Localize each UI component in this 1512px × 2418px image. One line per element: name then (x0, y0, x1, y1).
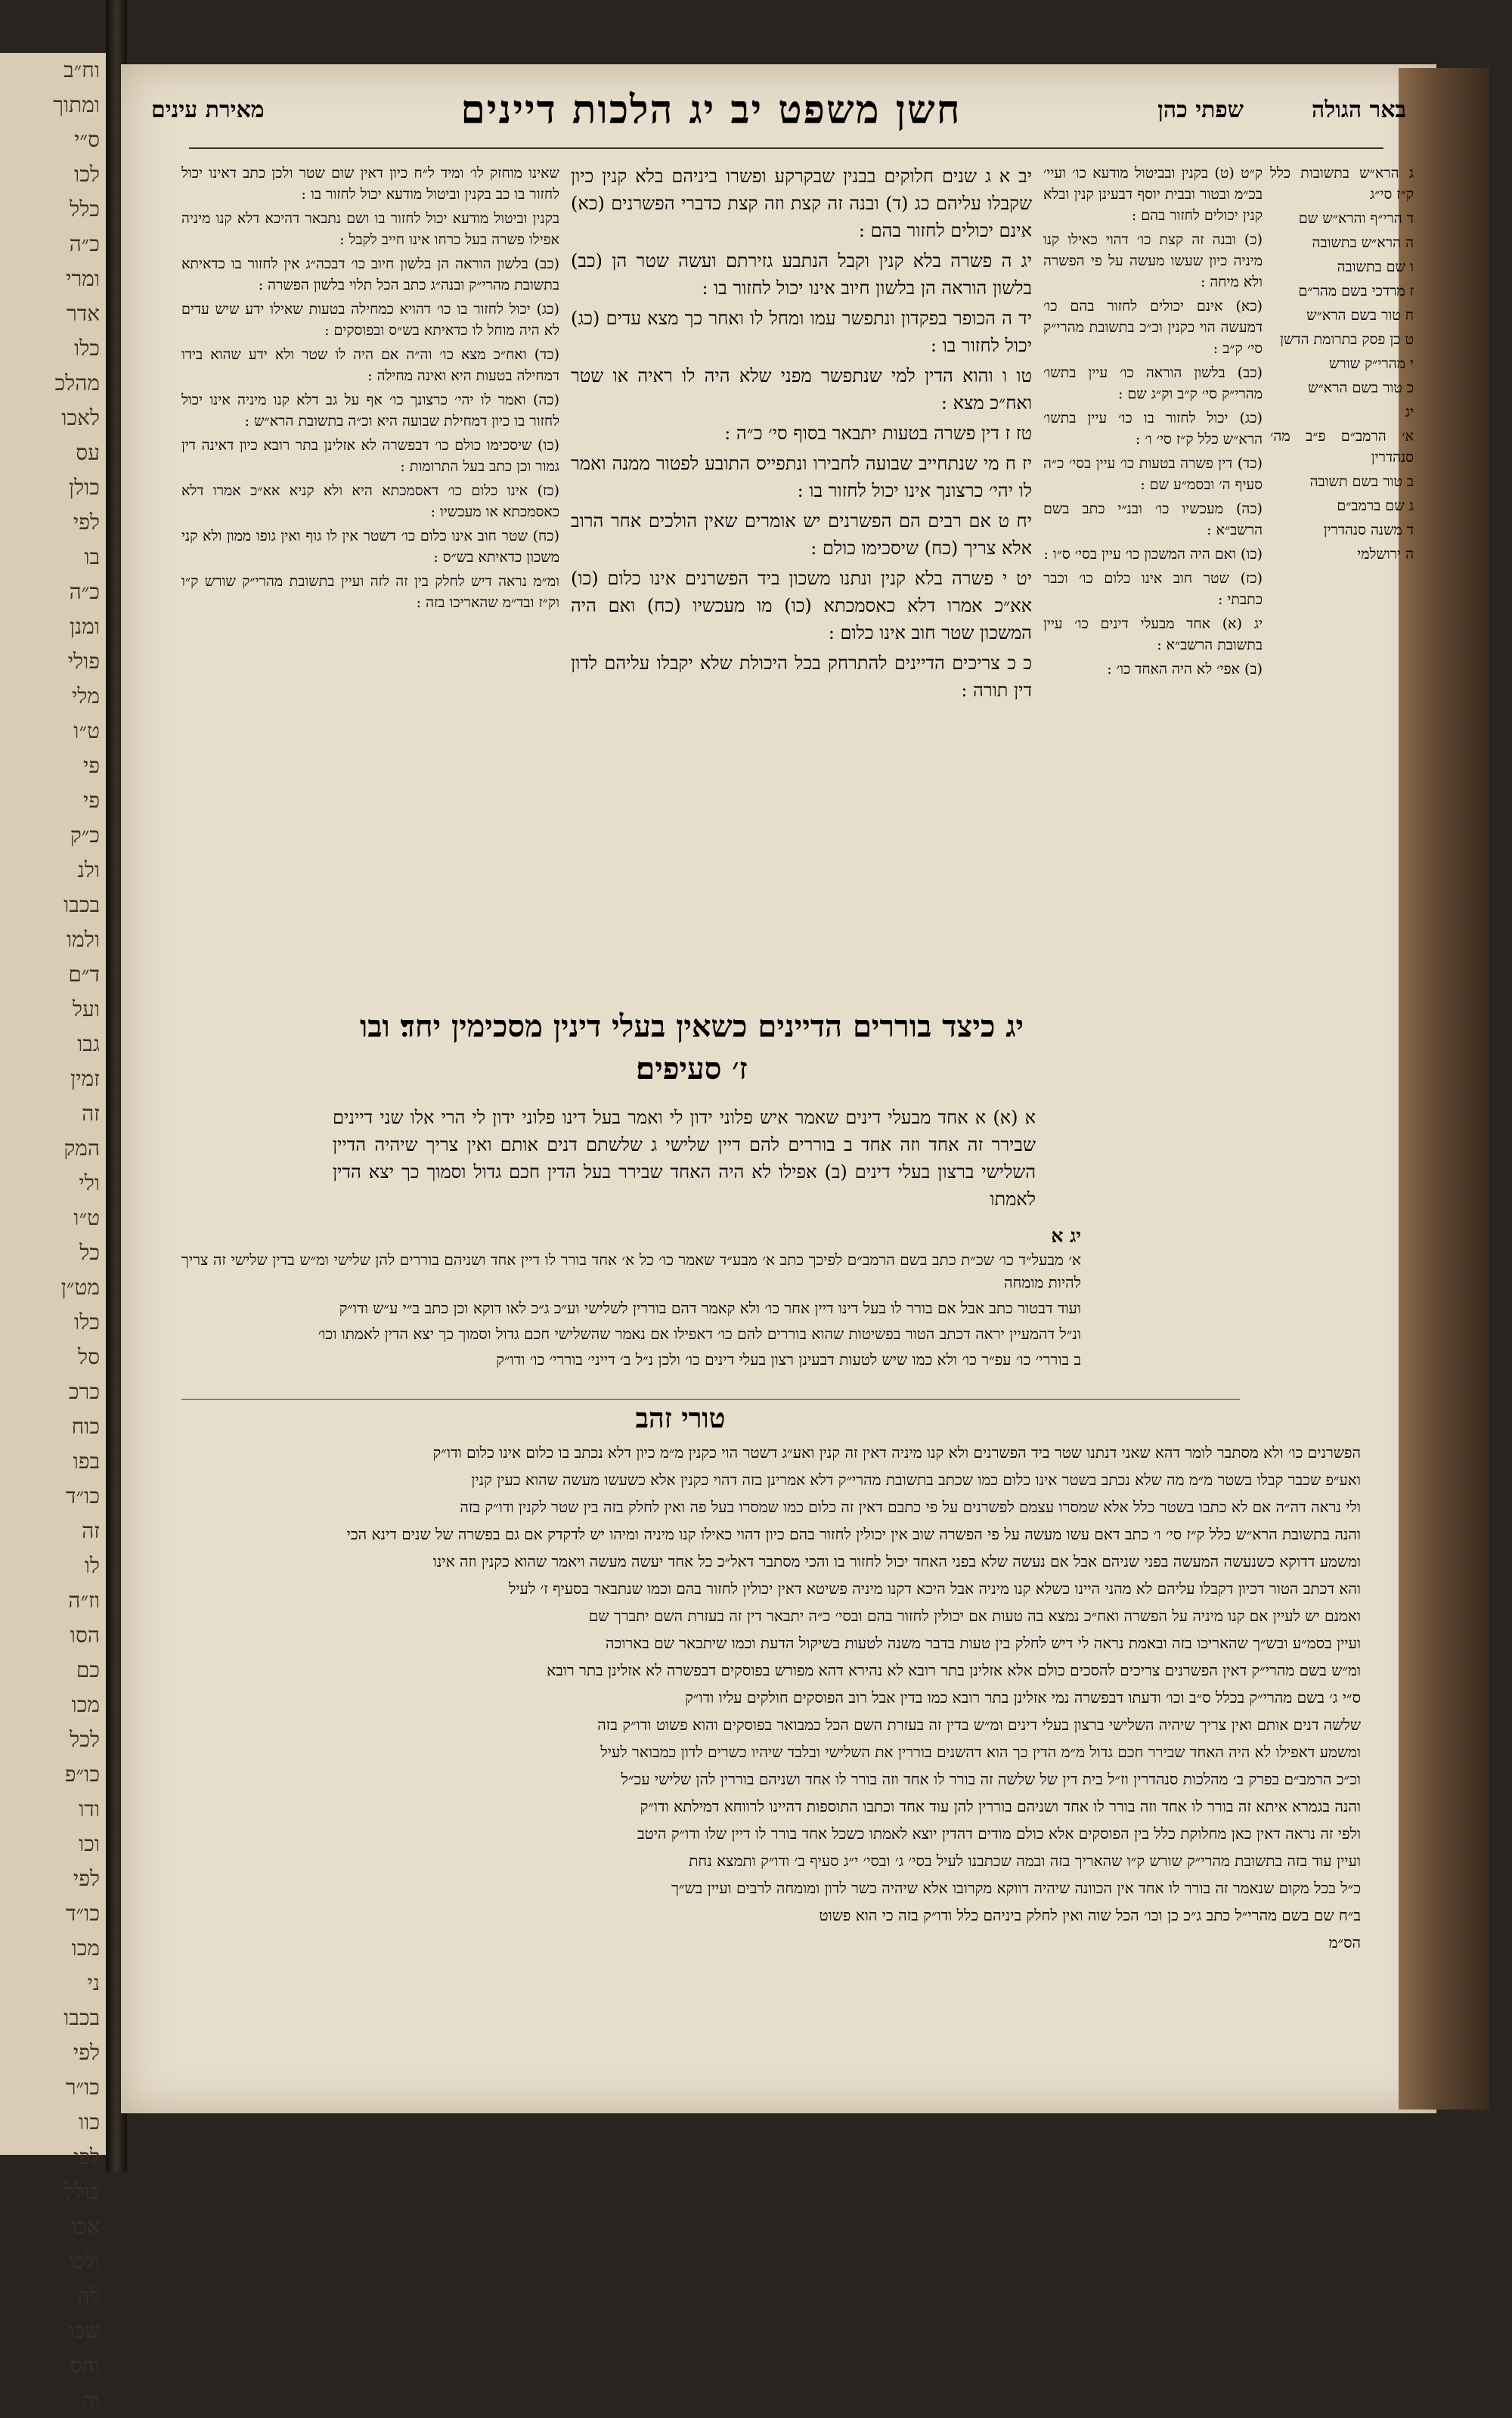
main-seif-4: טז ז דין פשרה בטעות יתבאר בסוף סי׳ כ״ה : (724, 423, 1032, 444)
commentary-left-paragraph-8: (כח) שטר חוב אינו כלום כו׳ דשטר אין לו גוף ואין גופו ממון ולא קני משכון כדאיתא בש״ס : (181, 528, 559, 566)
commentary-left-paragraph-5: (כה) ואמר לו יהי׳ כרצונך כו׳ אף על גב דלא קנו מיניה אינו יכול לחזור בו כיון דמחילת שבועה היא וכ״ה בתשובת הרא״ש : (181, 392, 559, 429)
turei-zahav-line-1: ואע״פ שכבר קבלו בשטר מ״מ מה שלא נכתב בשטר אינו כלום כמו שכתב בתשובת מהרי״ק דלא אמרינן בזה דהוי כקנין אלא כשעשו מעשה שהוא כעין קנין (471, 1471, 1361, 1489)
facing-page-fragment: זמין (70, 1066, 100, 1091)
commentary-right-paragraph-3: (כב) בלשון הוראה כו׳ עיין בתשו׳ מהרי״ק סי׳ ק״ב וק״ג שם : (1043, 364, 1263, 402)
margin-notes-column (1270, 163, 1414, 568)
facing-page-fragment: לכו (74, 162, 100, 187)
lower-commentary-line-2: ונ״ל דהמעיין יראה דכתב הטור בפשיטות שהוא בוררים להם כו׳ דאפילו אם נאמר שהשלישי חכם גדול וסמוך כך יצא הדין לאמתו וכו׳ (318, 1325, 1081, 1343)
turei-zahav-line-16: כ״ל בכל מקום שנאמר זה בורר לו אחד אין הכוונה שיהיה דווקא מקרובו אלא שיהיה כשר לדון ומומחה לרבים ועיין בש״ך (671, 1879, 1361, 1897)
margin-note-5: ח טור בשם הרא״ש (1306, 307, 1414, 324)
margin-note-11: ב טור בשם תשובה (1309, 473, 1414, 490)
facing-page-fragment: אדר (66, 301, 100, 326)
margin-note-8: כ טור בשם הרא״ש (1308, 380, 1414, 396)
facing-page-fragment: מכו (71, 1692, 100, 1717)
main-text-column (571, 163, 1032, 707)
facing-page-fragment: כו״פ (64, 1762, 100, 1787)
header-left-label: מאירת עינים (151, 96, 265, 123)
facing-page-fragment: כו״ר (65, 2075, 100, 2100)
lower-commentary-label: יג א (1051, 1225, 1081, 1247)
turei-zahav-line-0: הפשרנים כו׳ ולא מסתבר לומר דהא שאני דנתנו שטר ביד הפשרנים ולא קנו מיניה דאין זה קנין ואע״ג דשטר הוי כקנין מ״מ כיון דלא נכתב בו כלום אינו כלום ודו״ק (432, 1443, 1361, 1462)
facing-page-fragment: בכבו (64, 2005, 100, 2030)
page-header (151, 79, 1406, 140)
facing-page-fragment: מהלכ (54, 370, 100, 395)
facing-page-fragment: המק (64, 1136, 100, 1161)
facing-page-fragment: ס״י (74, 127, 100, 152)
commentary-left-column (181, 163, 559, 616)
commentary-right-paragraph-9: יג (א) אחד מבעלי דינים כו׳ עיין בתשובת הרשב״א : (1043, 615, 1263, 653)
margin-note-13: ד משנה סנהדרין (1323, 522, 1414, 538)
facing-page-fragment: בכבו (64, 892, 100, 917)
commentary-right-paragraph-1: (כ) ובנה זה קצת כו׳ דהוי כאילו קנו מיניה כיון שעשו מעשה על פי הפשרה ולא מיחה : (1043, 231, 1263, 290)
commentary-right-paragraph-2: (כא) אינם יכולים לחזור בהם כו׳ דמעשה הוי כקנין וכ״כ בתשובת מהרי״ק סי׳ ק״ב : (1043, 298, 1263, 357)
siman-heading: יג כיצד בוררים הדיינים כשאין בעלי דינין מסכימין יחד׃ ובו ז׳ סעיפים׃ (359, 1009, 1024, 1087)
facing-page-fragment: כוו (78, 2110, 100, 2134)
commentary-right-column (1043, 163, 1263, 683)
facing-page-fragment: כרכ (68, 1379, 100, 1404)
facing-page-fragment: לאכו (61, 405, 100, 430)
lower-commentary (181, 1225, 1081, 1374)
header-rule (189, 147, 1383, 149)
turei-zahav-line-12: וכ״כ הרמב״ם בפרק ב׳ מהלכות סנהדרין וז״ל בית דין של שלשה זה בורר לו אחד וזה בורר לו אחד ושניהם בוררין להן שלישי עכ״ל (621, 1770, 1361, 1788)
facing-page-fragment: וכו (78, 1831, 100, 1856)
facing-page-fragment: לפי (73, 2144, 100, 2169)
facing-page-fragment: כלו (74, 336, 100, 361)
commentary-right-paragraph-6: (כה) מעכשיו כו׳ ובנ״י כתב בשם הרשב״א : (1043, 501, 1263, 538)
main-seif-7: יט י פשרה בלא קנין ונתנו משכון ביד הפשרנים אינו כלום (כו) אא״כ אמרו דלא כאסמכתא (כו) מו מעכשיו (כח) ואם היה המשכון שטר חוב אינו כלום : (571, 568, 1032, 643)
facing-page-fragment: פי (82, 753, 100, 778)
commentary-right-paragraph-7: (כו) ואם היה המשכון כו׳ עיין בסי׳ ס״ו : (1043, 546, 1263, 563)
facing-page-fragment: ד״ם (68, 962, 100, 987)
facing-page-fragment: לכל (70, 1727, 100, 1752)
facing-page-fragment: כוח (71, 1414, 100, 1439)
main-seif-2: יד ה הכופר בפקדון ונתפשר עמו ומחל לו ואחר כך מצא עדים (כג) יכול לחזור בו : (571, 308, 1032, 356)
facing-page-fragment: ט״ו (73, 718, 100, 743)
commentary-left-paragraph-4: (כד) ואח״כ מצא כו׳ וה״ה אם היה לו שטר ולא ידע שהוא בידו דמחילה בטעות היא ואינה מחילה : (181, 346, 559, 384)
turei-zahav-line-18: הס״מ (1328, 1933, 1361, 1951)
turei-zahav-line-17: ב״ח שם בשם מהרי״ל כתב ג״כ כן וכו׳ הכל שוה ואין לחלק ביניהם כלל ודו״ק בזה כי הוא פשוט (819, 1906, 1361, 1924)
header-right-label: באר הגולה (1311, 96, 1406, 123)
facing-page-fragment: כולן (68, 475, 100, 500)
facing-page-fragment: כו״ד (66, 1483, 100, 1508)
facing-page-fragment: כ״ה (69, 579, 100, 604)
commentary-left-paragraph-3: (כג) יכול לחזור בו כו׳ דהויא כמחילה בטעות שאילו ידע שיש עדים לא היה מוחל לו כדאיתא בש״ס ובפוסקים : (181, 301, 559, 339)
margin-note-0: ג הרא״ש בתשובות כלל ק״ז סי״ג (1270, 165, 1414, 203)
lower-commentary-line-0: א׳ מבעל״ד כו׳ שכ״ת כתב בשם הרמב״ם לפיכך כתב א׳ מבע״ד שאמר כו׳ כל א׳ אחד בורר לו דיין אחד ושניהם בוררים להן שלישי ומ״ש בדין שלישי זה צריך להיות מומחה (181, 1251, 1081, 1291)
turei-zahav-line-2: ולי נראה דה״ה אם לא כתבו בשטר כלל אלא שמסרו עצמם לפשרנים על פי כתבם דאין זה כלום כמו שמסרו בעל פה ואין לחלק בזה בין שטר לקנין ודו״ק בזה (460, 1498, 1361, 1516)
main-seif-5: יז ח מי שנתחייב שבועה לחבירו ונתפייס התובע לפטור ממנה ואמר לו יהי׳ כרצונך אינו יכול לחזור בו : (571, 453, 1032, 501)
turei-zahav-line-7: ועיין בסמ״ע ובש״ך שהאריכו בזה ובאמת נראה לי דיש לחלק בין טעות בדבר משנה לטעות בשיקול הדעת וכמו שיתבאר שם בארוכה (606, 1634, 1361, 1652)
main-seif-6: יח ט אם רבים הם הפשרנים יש אומרים שאין הולכים אחר הרוב אלא צריך (כח) שיסכימו כולם : (571, 510, 1032, 559)
facing-page-fragment: כלו (74, 1310, 100, 1335)
turei-zahav-title: טורי זהב (635, 1403, 726, 1434)
facing-page-fragment: סל (77, 1344, 100, 1369)
seif-a-text: א (א) א אחד מבעלי דינים שאמר איש פלוני ידון לי ואמר בעל דינו פלוני ידון לי הרי אלו שני דיינים שבירר זה אחד וזה אחד ב בוררים להם דיין שלישי ג שלשתם דנים אותם ואין צריך שיהיה הדיין השלישי ברצון בעלי דינים (ב) אפילו לא היה האחד שבירר בעל הדין חכם גדול וסמוך כך יצא הדין לאמתו (333, 1107, 1036, 1210)
margin-note-1: ד הרי״ף והרא״ש שם (1298, 210, 1414, 227)
facing-page-fragment: ולי (79, 1170, 100, 1195)
margin-note-3: ו שם בתשובה (1337, 259, 1414, 275)
turei-zahav-line-13: והנה בגמרא איתא זה בורר לו אחד וזה בורר לו אחד ושניהם בוררין להן עוד אחד וכתבו התוספות דהיינו לרווחא דמילתא ודו״ק (640, 1797, 1361, 1815)
commentary-right-paragraph-10: (ב) אפי׳ לא היה האחד כו׳ : (1107, 661, 1263, 677)
facing-page-fragment: ולמו (66, 927, 100, 952)
lower-commentary-line-3: ב בוררי׳ כו׳ עפ״ר כו׳ ולא כמו שיש לטעות דבעינן רצון בעלי דינים כו׳ ולכן נ״ל ב׳ דייני׳ בוררי׳ כו׳ ודו״ק (496, 1350, 1081, 1369)
margin-note-12: ג שם ברמב״ם (1337, 498, 1414, 514)
turei-zahav-line-11: ומשמע דאפילו לא היה האחד שבירר חכם גדול מ״מ הדין כך הוא דהשנים בוררין את השלישי ובלבד שיהיו כשרים לדון כמבואר לעיל (600, 1743, 1361, 1761)
facing-page-fragment: וז״ה (68, 1588, 100, 1613)
facing-page-fragment: ט״ו (73, 1205, 100, 1230)
facing-page-fragment: ודו (79, 1796, 100, 1821)
facing-page-fragment: עס (76, 440, 100, 465)
facing-page-fragment: גבו (77, 1031, 100, 1056)
commentary-right-paragraph-8: (כז) שטר חוב אינו כלום כו׳ וכבר כתבתי : (1043, 570, 1263, 608)
main-seif-3: טו ו והוא הדין למי שנתפשר מפני שלא היה לו ראיה או שטר ואח״כ מצא : (571, 365, 1032, 414)
turei-zahav-line-3: והנה בתשובת הרא״ש כלל ק״ז סי׳ ו׳ כתב דאם עשו מעשה על פי הפשרה שוב אין יכולין לחזור בהם כיון דהוי כאילו קנו מיניה ומיהו יש לדקדק אם גם בפשרה של שנים דינא הכי (346, 1525, 1361, 1543)
facing-page-fragment: לה (77, 2283, 100, 2308)
main-seif-0: יב א ג שנים חלוקים בבנין שבקרקע ופשרו ביניהם בלא קנין כיון שקבלו עליהם כג (ד) ובנה זה קצת וזה קצת כדברי הפשרנים (כא) אינם יכולים לחזור בהם : (571, 166, 1032, 241)
turei-zahav-rule (181, 1399, 1240, 1400)
turei-zahav-line-8: ומ״ש בשם מהרי״ק דאין הפשרנים צריכים להסכים כולם אלא אזלינן בתר רובא לא נהירא דהא מפורש בפוסקים דבפשרה לא אזלינן בתר רובא (547, 1661, 1361, 1679)
facing-page-fragment: ומנן (69, 614, 100, 639)
facing-page-fragment: שכו (69, 2318, 100, 2343)
facing-page-fragment: ועל (72, 997, 100, 1021)
facing-page-fragment: בפו (73, 1449, 100, 1474)
margin-note-10: א׳ הרמב״ם פ״ב מה׳ סנהדרין (1270, 428, 1414, 466)
margin-note-7: י מהרי״ק שורש (1328, 355, 1414, 372)
facing-page-fragment: פולי (67, 649, 100, 674)
facing-page-fragment: לפי (73, 2040, 100, 2065)
facing-page-fragment: כ״ק (70, 823, 100, 848)
turei-zahav-text (181, 1440, 1361, 1958)
facing-page-fragment: כם (76, 1657, 100, 1682)
facing-page-fragment: כל (79, 1240, 100, 1265)
facing-page-fragment: זה (82, 1518, 100, 1543)
facing-page-fragment: מט״ן (60, 1275, 100, 1300)
turei-zahav-line-14: ולפי זה נראה דאין כאן מחלוקת כלל בין הפוסקים אלא כולם מודים דהדין יוצא לאמתו כשכל אחד בורר לו דיין שלו ודו״ק היטב (637, 1824, 1361, 1843)
commentary-left-paragraph-2: (כב) בלשון הוראה הן בלשון חיוב כו׳ דבכה״ג אין לחזור בו כדאיתא בתשובת מהרי״ק ובנה״ג כתב הכל תלוי בלשון הפשרה : (181, 256, 559, 293)
margin-note-14: ה ירושלמי (1357, 546, 1414, 563)
turei-zahav-line-9: ס״י ג׳ בשם מהרי״ק בכלל ס״ב וכו׳ ודעתו דבפשרה נמי אזלינן בתר רובא כמו בדין אבל רוב הפוסקים חולקים עליו ודו״ק (685, 1688, 1361, 1707)
facing-page-fragment: פי (82, 788, 100, 813)
main-seif-8: כ כ צריכים הדיינים להתרחק בכל היכולת שלא יקבלו עליהם לדון דין תורה : (571, 653, 1032, 701)
commentary-left-paragraph-0: שאינו מוחזק לו׳ ומיד ל״ח כיון דאין שום שטר ולכן כתב דאינו יכול לחזור בו כב בקנין וביטול מודעא יכול לחזור בו : (181, 165, 559, 203)
facing-page-fragment: לפי (73, 510, 100, 535)
turei-zahav-line-5: והא דכתב הטור דכיון דקבלו עליהם לא מהני היינו כשלא קנו מיניה אבל היכא דקנו מיניה פשיטא דאין יכולין לחזור בהם וכמו שנתבאר בסעיף ז׳ לעיל (508, 1579, 1361, 1598)
facing-page-fragment: הסו (70, 1623, 100, 1648)
commentary-left-paragraph-9: ומ״מ נראה דיש לחלק בין זה לזה ועיין בתשובת מהרי״ק שורש ק״ו וק״ז ובד״מ שהאריכו בזה : (181, 573, 559, 611)
facing-page-fragment: אכו (71, 2214, 100, 2239)
commentary-left-paragraph-1: בקנין וביטול מודעא יכול לחזור בו ושם נתבאר דהיכא דלא קנו מיניה אפילו פשרה בעל כרחו אינו חייב לקבל : (181, 210, 559, 248)
page-title: חשן משפט יב יג הלכות דיינים (460, 86, 962, 133)
facing-page-fragment: כולל (64, 2179, 100, 2204)
facing-page-fragment: וה (82, 2388, 100, 2413)
facing-page-fragment: ולנ (77, 857, 100, 882)
facing-page-fragment: מכו (71, 1936, 100, 1961)
facing-page-fragment: בו (84, 544, 100, 569)
header-right-sub: שפתי כהן (1157, 96, 1244, 123)
facing-page-fragment: וח״ב (64, 57, 100, 82)
turei-zahav-line-4: ומשמע דדוקא כשנעשה המעשה בפני שניהם אבל אם נעשה שלא בפני האחד יכול לחזור בו והכי מסתבר דאל״כ כל אחד יעשה מעשה ויאמר שהוא כקנין וזה אינו (432, 1552, 1361, 1570)
facing-page-fragment: והס (70, 2353, 100, 2378)
margin-note-2: ה הרא״ש בתשובה (1312, 234, 1414, 251)
facing-page-edge (0, 53, 110, 2413)
facing-page-fragment: זה (82, 1101, 100, 1126)
facing-page-fragment: ולכו (68, 2249, 100, 2274)
commentary-right-paragraph-0: ק״ט (ט) בקנין ובביטול מודעא כו׳ ועיי׳ בכ״מ ובטור ובבית יוסף דבעינן קנין ובלא קנין יכולים לחזור בהם : (1043, 165, 1263, 224)
commentary-right-paragraph-4: (כג) יכול לחזור בו כו׳ עיין בתשו׳ הרא״ש כלל ק״ז סי׳ ו׳ : (1043, 410, 1263, 448)
facing-page-fragment: ומרי (66, 266, 100, 291)
main-seif-1: יג ה פשרה בלא קנין וקבל הנתבע גזירתם ועשה שטר הן (כב) בלשון הוראה הן בלשון חיוב אינו יכול לחזור בו : (571, 250, 1032, 299)
facing-page-fragment: כלל (70, 197, 100, 222)
turei-zahav-line-6: ואמנם יש לעיין אם קנו מיניה על הפשרה ואח״כ נמצא בה טעות אם יכולין לחזור בהם ובסי׳ כ״ה יתבאר דין זה בעזרת השם יתברך שם (588, 1607, 1361, 1625)
lower-commentary-line-1: ועוד דבטור כתב אבל אם בורר לו בעל דינו דיין אחר כו׳ ולא קאמר דהם בוררין לשלישי וע״כ ג״כ לאו דוקא וכן כתב ב״י ע״ש ודו״ק (339, 1299, 1081, 1317)
facing-page-fragment: כ״ה (69, 231, 100, 256)
commentary-left-paragraph-7: (כז) אינו כלום כו׳ דאסמכתא היא ולא קניא אא״כ אמרו דלא כאסמכתא או מעכשיו : (181, 482, 559, 520)
turei-zahav-line-15: ועיין עוד בזה בתשובת מהרי״ק שורש ק״ו שהאריך בזה ובמה שכתבנו לעיל בסי׳ ג׳ ובסי׳ י״ג סעיף ב׳ ודו״ק ותמצא נחת (689, 1852, 1361, 1870)
commentary-right-paragraph-5: (כד) דין פשרה בטעות כו׳ עיין בסי׳ כ״ה סעיף ה׳ ובסמ״ע שם : (1043, 455, 1263, 493)
facing-page-fragment: מלי (71, 684, 100, 708)
margin-note-9: יג (1405, 404, 1414, 420)
facing-page-fragment: ומתוך (53, 92, 100, 117)
facing-page-fragment: לפי (73, 1866, 100, 1891)
facing-page-fragment: כו״ד (66, 1901, 100, 1926)
margin-note-6: ט כן פסק בתרומת הדשן (1280, 331, 1414, 348)
facing-page-fragment: לו (84, 1553, 100, 1578)
margin-note-4: ז מרדכי בשם מהר״ם (1298, 283, 1414, 299)
commentary-left-paragraph-6: (כו) שיסכימו כולם כו׳ דבפשרה לא אזלינן בתר רובא כיון דאינה דין גמור וכן כתב בעל התרומות : (181, 437, 559, 475)
facing-page-fragment: ני (87, 1970, 100, 1995)
turei-zahav-line-10: שלשה דנים אותם ואין צריך שיהיה השלישי ברצון בעלי דינים ומ״ש בדין זה בעזרת השם הכל כמבואר בפוסקים והוא פשוט ודו״ק בזה (597, 1716, 1361, 1734)
